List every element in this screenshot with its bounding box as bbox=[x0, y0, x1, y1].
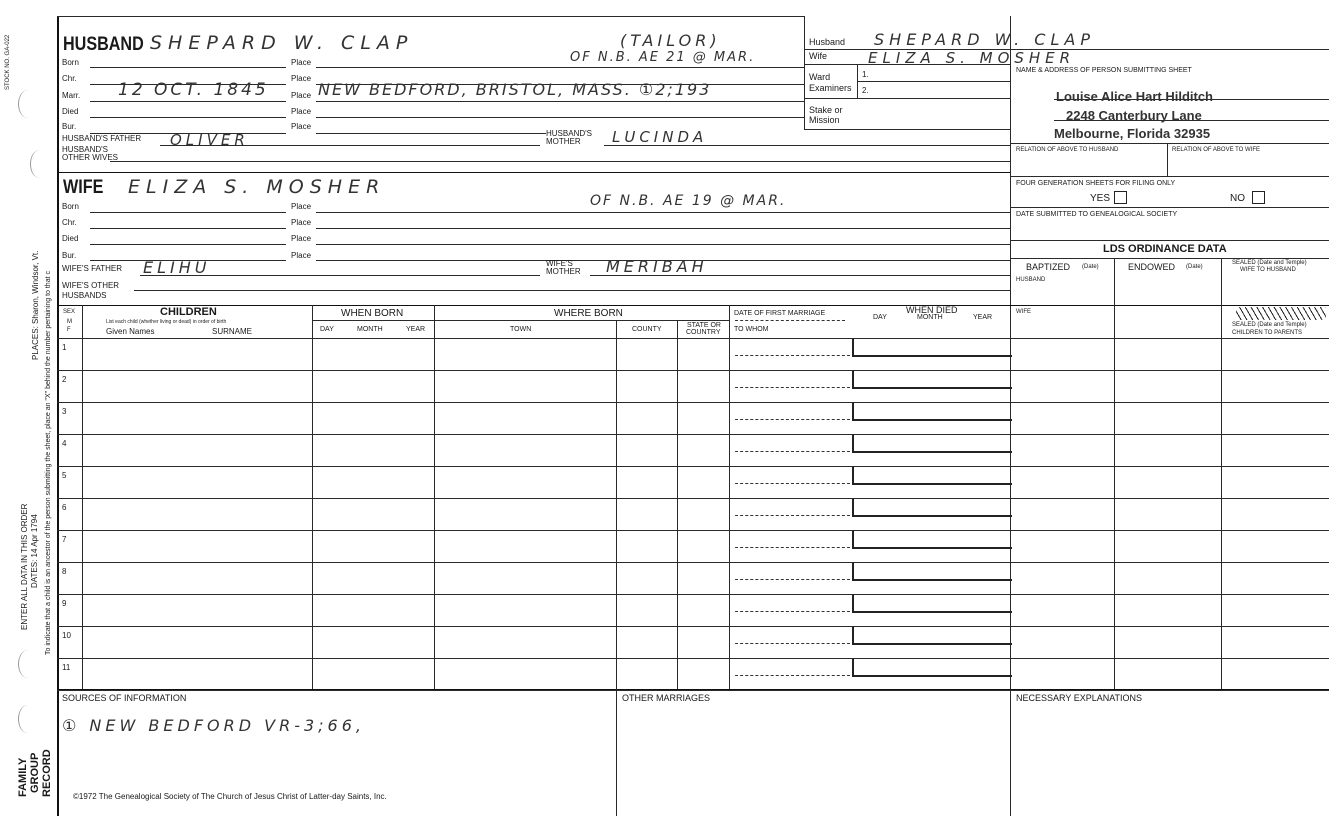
died-year-label: YEAR bbox=[973, 314, 993, 321]
first-marriage-label: DATE OF FIRST MARRIAGE bbox=[734, 310, 826, 317]
born-month-label: MONTH bbox=[357, 326, 383, 333]
relation-wife-label: RELATION OF ABOVE TO WIFE bbox=[1172, 147, 1261, 153]
wife-chr-label: Chr. bbox=[62, 218, 77, 227]
child-row-number: 6 bbox=[62, 503, 67, 512]
wife-mother-label-2: MOTHER bbox=[546, 267, 581, 276]
state-label-2: COUNTRY bbox=[686, 329, 721, 336]
wife-mother-label-1: WIFE'S bbox=[546, 259, 573, 268]
sources-label: SOURCES OF INFORMATION bbox=[62, 693, 187, 703]
ancestor-instruction: To indicate that a child is an ancestor of the person submitting the sheet, place an "X" behind the number pertaining to that c bbox=[45, 271, 52, 655]
child-row-number: 9 bbox=[62, 599, 67, 608]
children-instruction: List each child (whether living or dead) in order of birth bbox=[106, 319, 227, 325]
child-row-divider bbox=[57, 370, 1329, 371]
sealed-children-label-1: SEALED (Date and Temple) bbox=[1232, 322, 1307, 328]
ward-label: Ward bbox=[809, 72, 831, 82]
examiner-1: 1. bbox=[862, 70, 869, 79]
marriage-dash-line bbox=[735, 355, 850, 356]
child-row-number: 1 bbox=[62, 343, 67, 352]
husband-father: OLIVER bbox=[170, 131, 249, 149]
husband-born-label: Born bbox=[62, 58, 79, 67]
husband-died-label: Died bbox=[62, 107, 79, 116]
wife-name: ELIZA S. MOSHER bbox=[128, 176, 386, 198]
sources-entry: ① NEW BEDFORD VR-3;66, bbox=[62, 716, 365, 735]
sealed-children-label-2: CHILDREN TO PARENTS bbox=[1232, 330, 1303, 336]
marriage-dash-line bbox=[735, 579, 850, 580]
husband-name: SHEPARD W. CLAP bbox=[150, 32, 414, 54]
marriage-dash-line bbox=[735, 611, 850, 612]
sex-label: SEX bbox=[63, 309, 76, 315]
marriage-dash-line bbox=[735, 419, 850, 420]
wife-label: WIFE bbox=[63, 177, 104, 198]
marriage-date: 12 OCT. 1845 bbox=[118, 80, 269, 100]
submitter-street: 2248 Canterbury Lane bbox=[1066, 108, 1202, 123]
husband-chr-label: Chr. bbox=[62, 74, 77, 83]
wife-chr-place-label: Place bbox=[291, 218, 312, 227]
husband-mother-label-2: MOTHER bbox=[546, 137, 581, 146]
lds-husband-label: HUSBAND bbox=[1016, 277, 1046, 283]
places-note: PLACES: Sharon, Windsor, Vt. bbox=[31, 250, 40, 360]
when-died-cell bbox=[852, 562, 1012, 581]
binder-hole bbox=[30, 150, 49, 178]
stock-number: STOCK NO. GA-022 bbox=[5, 34, 11, 90]
hatched-cell bbox=[1236, 307, 1326, 320]
baptized-label: BAPTIZED bbox=[1026, 262, 1071, 272]
dates-note: DATES: 14 Apr 1794 bbox=[30, 514, 39, 588]
child-row-divider bbox=[57, 658, 1329, 659]
town-label: TOWN bbox=[510, 326, 532, 333]
child-row-divider bbox=[57, 626, 1329, 627]
relation-husband-label: RELATION OF ABOVE TO HUSBAND bbox=[1016, 147, 1119, 153]
marriage-dash-line bbox=[735, 515, 850, 516]
when-died-cell bbox=[852, 658, 1012, 677]
enter-order-note: ENTER ALL DATA IN THIS ORDER bbox=[20, 503, 29, 630]
child-row-number: 2 bbox=[62, 375, 67, 384]
no-label: NO bbox=[1230, 193, 1245, 204]
state-label-1: STATE OR bbox=[687, 322, 721, 329]
marriage-dash-line bbox=[735, 387, 850, 388]
marriage-dash-line bbox=[735, 451, 850, 452]
surname-label: SURNAME bbox=[212, 327, 253, 336]
child-row-number: 7 bbox=[62, 535, 67, 544]
lds-wife-label: WIFE bbox=[1016, 309, 1031, 315]
record-title-2: GROUP bbox=[29, 752, 41, 793]
when-died-cell bbox=[852, 338, 1012, 357]
husband-mother: LUCINDA bbox=[612, 128, 708, 146]
other-marriages-label: OTHER MARRIAGES bbox=[622, 693, 711, 703]
wife-bur-label: Bur. bbox=[62, 251, 77, 260]
copyright: ©1972 The Genealogical Society of The Church of Jesus Christ of Latter-day Saints, Inc. bbox=[73, 792, 387, 801]
marriage-dash-line bbox=[735, 547, 850, 548]
submitter-label: NAME & ADDRESS OF PERSON SUBMITTING SHEET bbox=[1016, 67, 1192, 74]
wife-died-label: Died bbox=[62, 234, 79, 243]
child-row-number: 8 bbox=[62, 567, 67, 576]
marriage-dash-line bbox=[735, 643, 850, 644]
sex-f-label: F bbox=[67, 327, 71, 333]
when-died-cell bbox=[852, 370, 1012, 389]
right-husband-name: SHEPARD W. CLAP bbox=[874, 30, 1095, 49]
right-wife-label: Wife bbox=[809, 51, 827, 61]
binder-hole bbox=[18, 650, 37, 678]
where-born-label: WHERE BORN bbox=[554, 308, 623, 319]
when-died-cell bbox=[852, 498, 1012, 517]
child-row-number: 11 bbox=[62, 663, 71, 672]
endowed-label: ENDOWED bbox=[1128, 262, 1175, 272]
wife-born-place-label: Place bbox=[291, 202, 312, 211]
sealed-wife-label-2: WIFE TO HUSBAND bbox=[1240, 267, 1296, 273]
husband-died-place-label: Place bbox=[291, 107, 312, 116]
record-title-3: RECORD bbox=[41, 749, 53, 797]
when-died-cell bbox=[852, 530, 1012, 549]
marriage-dash-line bbox=[735, 675, 850, 676]
yes-checkbox[interactable] bbox=[1114, 191, 1127, 204]
binder-hole bbox=[18, 90, 37, 118]
wife-died-place-label: Place bbox=[291, 234, 312, 243]
husband-born-place-label: Place bbox=[291, 58, 312, 67]
stake-label: Stake or bbox=[809, 105, 843, 115]
wife-other-husbands-label-2: HUSBANDS bbox=[62, 291, 107, 300]
lds-title: LDS ORDINANCE DATA bbox=[1103, 243, 1227, 255]
yes-label: YES bbox=[1090, 193, 1111, 204]
husband-father-label: HUSBAND'S FATHER bbox=[62, 134, 142, 143]
wife-bur-place-label: Place bbox=[291, 251, 312, 260]
wife-mother: MERIBAH bbox=[606, 257, 708, 276]
when-died-cell bbox=[852, 434, 1012, 453]
husband-occupation: (TAILOR) bbox=[620, 31, 721, 50]
born-year-label: YEAR bbox=[406, 326, 426, 333]
wife-father: ELIHU bbox=[143, 258, 211, 277]
right-husband-label: Husband bbox=[809, 37, 846, 47]
died-day-label: DAY bbox=[873, 314, 887, 321]
husband-mother-label-1: HUSBAND'S bbox=[546, 129, 592, 138]
wife-born-label: Born bbox=[62, 202, 79, 211]
husband-other-wives-label-2: OTHER WIVES bbox=[62, 153, 119, 162]
examiner-2: 2. bbox=[862, 86, 869, 95]
child-row-divider bbox=[57, 466, 1329, 467]
when-died-cell bbox=[852, 402, 1012, 421]
husband-marr-label: Marr. bbox=[62, 91, 81, 100]
mission-label: Mission bbox=[809, 115, 840, 125]
child-row-number: 5 bbox=[62, 471, 67, 480]
born-day-label: DAY bbox=[320, 326, 334, 333]
to-whom-label: TO WHOM bbox=[734, 326, 769, 333]
when-born-label: WHEN BORN bbox=[341, 308, 404, 319]
died-month-label: MONTH bbox=[917, 314, 943, 321]
baptized-date-label: (Date) bbox=[1082, 264, 1099, 270]
sealed-wife-label-1: SEALED (Date and Temple) bbox=[1232, 260, 1307, 266]
marriage-dash-line bbox=[735, 483, 850, 484]
record-title-1: FAMILY bbox=[17, 757, 29, 797]
child-row-divider bbox=[57, 498, 1329, 499]
husband-label: HUSBAND bbox=[63, 34, 144, 55]
husband-bur-place-label: Place bbox=[291, 122, 312, 131]
husband-residence: OF N.B. AE 21 @ MAR. bbox=[570, 50, 756, 65]
child-row-divider bbox=[57, 402, 1329, 403]
wife-residence: OF N.B. AE 19 @ MAR. bbox=[590, 193, 787, 209]
date-submitted-label: DATE SUBMITTED TO GENEALOGICAL SOCIETY bbox=[1016, 211, 1178, 218]
submitter-name: Louise Alice Hart Hilditch bbox=[1056, 89, 1213, 104]
child-row-divider bbox=[57, 690, 1329, 691]
wife-father-label: WIFE'S FATHER bbox=[62, 264, 123, 273]
county-label: COUNTY bbox=[632, 326, 662, 333]
child-row-divider bbox=[57, 434, 1329, 435]
husband-marr-place-label: Place bbox=[291, 91, 312, 100]
child-row-divider bbox=[57, 594, 1329, 595]
child-row-number: 4 bbox=[62, 439, 67, 448]
binder-hole bbox=[18, 705, 37, 733]
when-died-cell bbox=[852, 466, 1012, 485]
explanations-label: NECESSARY EXPLANATIONS bbox=[1016, 693, 1143, 703]
right-wife-name: ELIZA S. MOSHER bbox=[868, 49, 1076, 67]
when-died-label: WHEN DIED bbox=[906, 305, 958, 315]
given-names-label: Given Names bbox=[106, 327, 155, 336]
endowed-date-label: (Date) bbox=[1186, 264, 1203, 270]
child-row-divider bbox=[57, 530, 1329, 531]
submitter-city: Melbourne, Florida 32935 bbox=[1054, 126, 1211, 141]
husband-bur-label: Bur. bbox=[62, 122, 77, 131]
wife-other-husbands-label-1: WIFE'S OTHER bbox=[62, 281, 120, 290]
no-checkbox[interactable] bbox=[1252, 191, 1265, 204]
sex-m-label: M bbox=[67, 319, 72, 325]
examiners-label: Examiners bbox=[809, 83, 852, 93]
four-gen-label: FOUR GENERATION SHEETS FOR FILING ONLY bbox=[1016, 180, 1176, 187]
when-died-cell bbox=[852, 594, 1012, 613]
husband-other-wives-label-1: HUSBAND'S bbox=[62, 145, 108, 154]
when-died-cell bbox=[852, 626, 1012, 645]
husband-chr-place-label: Place bbox=[291, 74, 312, 83]
child-row-divider bbox=[57, 562, 1329, 563]
child-row-number: 3 bbox=[62, 407, 67, 416]
marriage-place: NEW BEDFORD, BRISTOL, MASS. ①2;193 bbox=[318, 80, 712, 99]
children-title: CHILDREN bbox=[160, 306, 217, 318]
child-row-number: 10 bbox=[62, 631, 71, 640]
